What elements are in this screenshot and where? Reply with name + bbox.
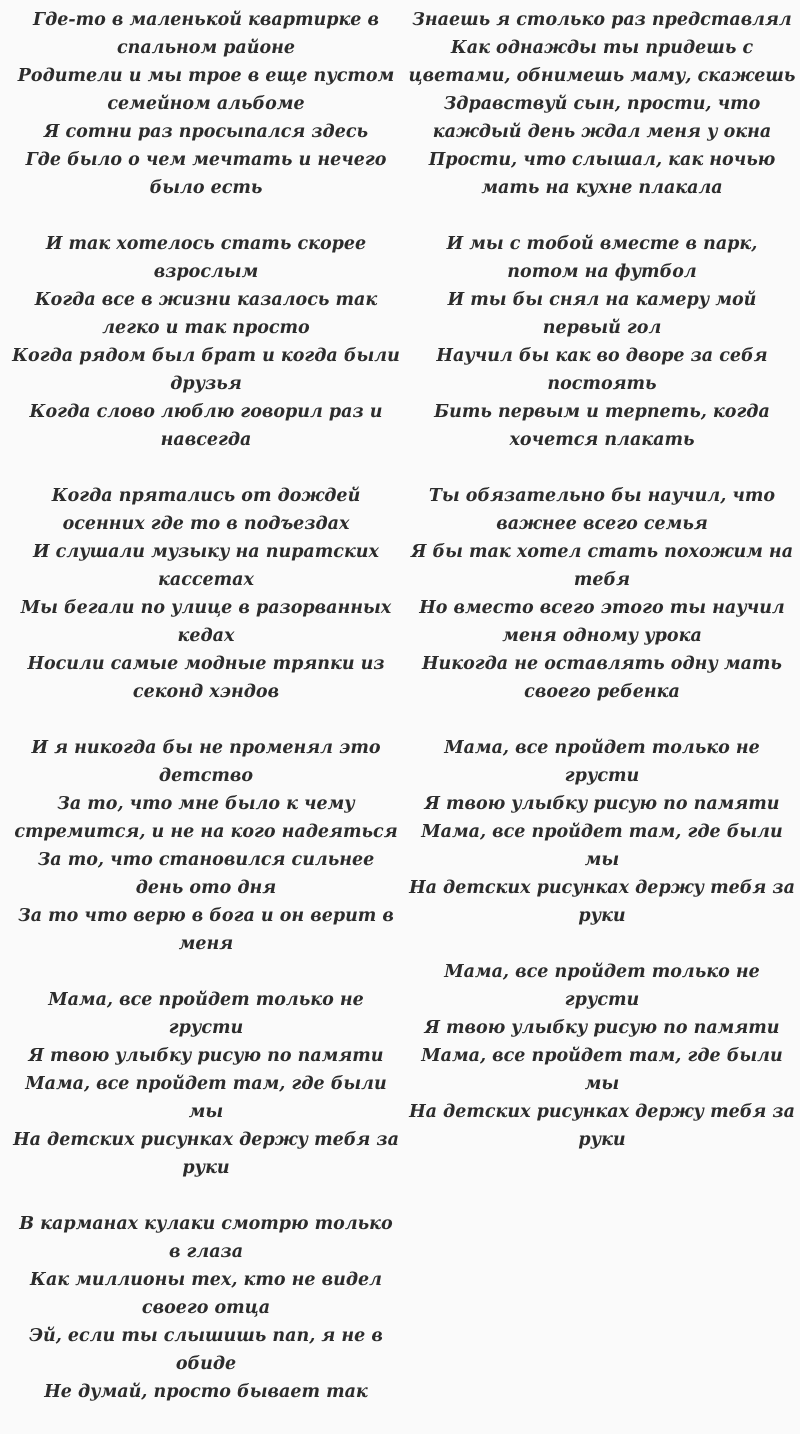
stanza [408,482,796,706]
lyric-line: Где было о чем мечтать и нечего было есть [25,150,387,198]
stanza [408,230,796,454]
lyric-line: Когда прятались от дождей осенних где то в подъездах [51,486,361,534]
lyric-line: Родители и мы трое в еще пустом семейном альбоме [17,66,395,114]
lyric-line: Мама, все пройдет там, где были мы [25,1074,387,1122]
lyric-line: В карманах кулаки смотрю только в глаза [19,1214,393,1262]
lyric-line: Я сотни раз просыпался здесь [43,122,369,142]
lyric-line: И я никогда бы не променял это детство [31,738,381,786]
lyric-line: Когда рядом был брат и когда были друзья [12,346,400,394]
lyric-line: Я твою улыбку рисую по памяти [28,1046,384,1066]
lyric-line: Я твою улыбку рисую по памяти [424,794,780,814]
lyric-line: И ты бы снял на камеру мой первый гол [447,290,757,338]
lyric-line: И так хотелось стать скорее взрослым [45,234,367,282]
lyric-line: Научил бы как во дворе за себя постоять [436,346,768,394]
lyric-line: Мама, все пройдет только не грусти [444,962,760,1010]
lyric-line: Прости, что слышал, как ночью мать на кухне плакала [428,150,776,198]
lyric-line: Я твою улыбку рисую по памяти [424,1018,780,1038]
lyric-line: Мама, все пройдет там, где были мы [421,822,783,870]
lyric-line: Мама, все пройдет только не грусти [48,990,364,1038]
lyric-line: Эй, если ты слышишь пап, я не в обиде [29,1326,383,1374]
lyric-line: Знаешь я столько раз представлял [412,10,792,30]
lyric-line: На детских рисунках держу тебя за руки [13,1130,399,1178]
stanza [12,230,400,454]
lyric-line: Никогда не оставлять одну мать своего ребенка [422,654,782,702]
lyric-line: За то что верю в бога и он верит в меня [18,906,394,954]
lyric-line: Но вместо всего этого ты научил меня одному урока [419,598,785,646]
lyric-line: И мы с тобой вместе в парк, потом на футбол [446,234,758,282]
lyric-line: И слушали музыку на пиратских кассетах [33,542,379,590]
lyric-line: Как однажды ты придешь с цветами, обнимешь маму, скажешь [408,38,796,86]
lyric-line: За то, что мне было к чему стремится, и не на кого надеяться [14,794,398,842]
lyric-line: Я бы так хотел стать похожим на тебя [410,542,794,590]
lyrics-column-right [408,6,796,1182]
lyric-line: Здравствуй сын, прости, что каждый день ждал меня у окна [432,94,772,142]
lyric-line: Где-то в маленькой квартирке в спальном районе [32,10,380,58]
lyric-line: На детских рисунках держу тебя за руки [409,1102,795,1150]
lyric-line: За то, что становился сильнее день ото дня [37,850,375,898]
stanza-chorus [408,734,796,930]
stanza [12,734,400,958]
stanza [12,482,400,706]
stanza [12,1210,400,1406]
lyric-line: Носили самые модные тряпки из секонд хэндов [27,654,385,702]
lyric-line: Мама, все пройдет только не грусти [444,738,760,786]
stanza [408,6,796,202]
stanza-chorus [408,958,796,1154]
lyric-line: Мы бегали по улице в разорванных кедах [20,598,392,646]
lyric-line: Мама, все пройдет там, где были мы [421,1046,783,1094]
lyric-line: Когда слово люблю говорил раз и навсегда [29,402,383,450]
lyric-line: Не думай, просто бывает так [44,1382,368,1402]
lyric-line: Когда все в жизни казалось так легко и так просто [34,290,378,338]
lyrics-column-left [12,6,400,1434]
lyric-line: Ты обязательно бы научил, что важнее всего семья [428,486,776,534]
stanza-chorus [12,986,400,1182]
lyric-line: Как миллионы тех, кто не видел своего отца [30,1270,382,1318]
lyric-line: На детских рисунках держу тебя за руки [409,878,795,926]
stanza [12,6,400,202]
lyric-line: Бить первым и терпеть, когда хочется плакать [434,402,770,450]
